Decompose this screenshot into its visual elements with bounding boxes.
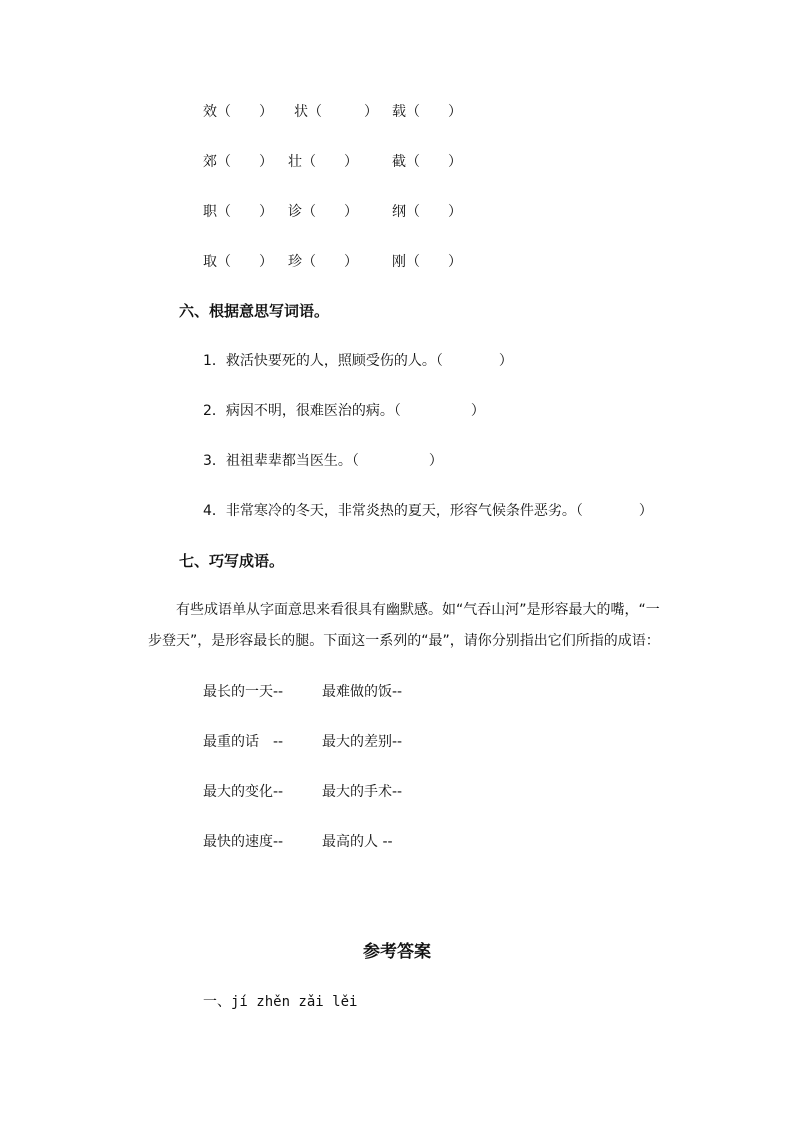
char-cell: 效（ ） [203,104,273,120]
paragraph-line: 步登天”，是形容最长的腿。下面这一系列的“最”，请你分别指出它们所指的成语： [148,633,660,649]
section-7-heading: 七、巧写成语。 [179,552,285,570]
char-cell: 纲（ ） [392,204,462,220]
section-6-item-3: 3．祖祖辈辈都当医生。（ ） [203,453,443,469]
char-cell: 状（ ） [294,104,378,120]
idiom-row-1 [203,683,403,737]
char-cell: 刚（ ） [392,254,462,270]
answers-title: 参考答案 [363,942,431,962]
idiom-row-4 [203,833,393,887]
idiom-prompt: 最长的一天-- [203,684,284,700]
char-cell: 诊（ ） [288,204,358,220]
char-cell: 职（ ） [203,204,273,220]
idiom-prompt: 最大的变化-- [203,784,284,800]
section-7-paragraph [148,595,678,657]
char-cell: 载（ ） [392,104,462,120]
idiom-prompt: 最难做的饭-- [322,684,403,700]
char-cell: 郊（ ） [203,154,273,170]
idiom-row-3 [203,783,403,837]
idiom-prompt: 最快的速度-- [203,834,284,850]
idiom-prompt: 最重的话 -- [203,734,284,750]
char-cell: 取（ ） [203,254,273,270]
char-cell: 珍（ ） [288,254,358,270]
section-6-heading: 六、根据意思写词语。 [179,302,330,320]
char-cell: 截（ ） [392,154,462,170]
idiom-prompt: 最高的人 -- [322,834,393,850]
idiom-prompt: 最大的手术-- [322,784,403,800]
section-6-item-4: 4．非常寒冷的冬天，非常炎热的夏天，形容气候条件恶劣。（ ） [203,503,653,519]
paragraph-line: 有些成语单从字面意思来看很具有幽默感。如“气吞山河”是形容最大的嘴，“一 [148,602,660,618]
section-6-item-2: 2．病因不明，很难医治的病。（ ） [203,403,485,419]
idiom-row-2 [203,733,403,787]
answers-line-1: 一、jí zhěn zǎi lěi [203,994,358,1010]
section-6-item-1: 1．救活快要死的人，照顾受伤的人。（ ） [203,353,513,369]
char-cell: 壮（ ） [288,154,358,170]
idiom-prompt: 最大的差别-- [322,734,403,750]
